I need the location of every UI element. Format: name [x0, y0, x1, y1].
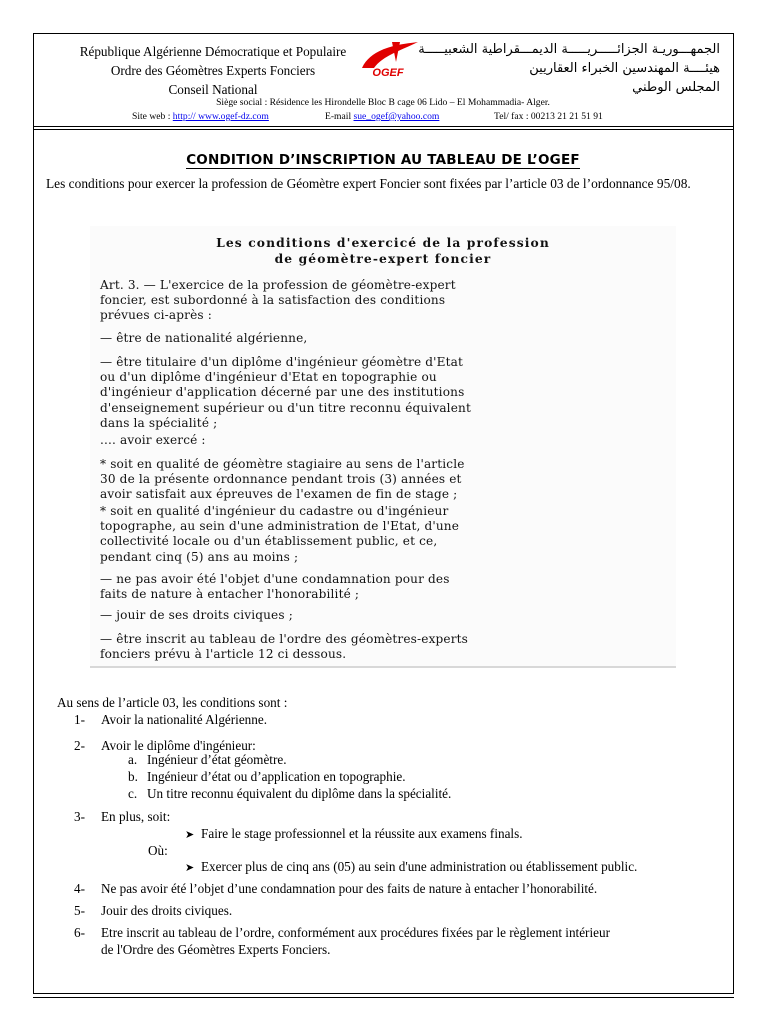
scan-para-droits: — jouir de ses droits civiques ;	[100, 608, 293, 622]
list-item: 2- Avoir le diplôme d'ingénieur:	[74, 738, 256, 753]
site-link[interactable]: http:// www.ogef-dz.com	[172, 111, 269, 122]
header-fr-line2: Ordre des Géomètres Experts Fonciers	[110, 63, 316, 78]
scan-para-inscrit: — être inscrit au tableau de l'ordre des géomètres-experts fonciers prévu à l'article 12 ci dessous.	[100, 632, 469, 662]
arrow-bullet-icon: ➤	[185, 862, 195, 874]
logo-text: OGEF	[372, 67, 404, 79]
list-item-continuation: de l'Ordre des Géomètres Experts Fonciers.	[101, 942, 331, 957]
scan-para-cadastre: * soit en qualité d'ingénieur du cadastre ou d'ingénieur topographe, au sein d'une administration de l'Etat, d'une collectivité locale ou d'un établissement public, et ce, pendant cinq (5) ans au moins ;	[100, 504, 460, 564]
header-ar-line2: هيئــــة المهندسين الخبراء العقاريين	[529, 61, 720, 76]
bullet-item: ➤ Exercer plus de cinq ans (05) au sein d'une administration ou établissement public.	[185, 858, 637, 877]
bullet-item: ➤ Faire le stage professionnel et la réussite aux examens finals.	[185, 825, 523, 844]
header-arabic	[420, 40, 720, 97]
scan-para-diplome: — être titulaire d'un diplôme d'ingénieur géomètre d'Etat ou d'un diplôme d'ingénieur d'Etat en topographie ou d'ingénieur d'application décerné par une des institutions d'enseignement supérieur ou d'un titre reconnu équivalent dans la spécialité ;	[100, 355, 471, 430]
scan-para-exerce: .... avoir exercé :	[100, 433, 206, 447]
ogef-logo	[352, 38, 424, 94]
scan-para-art3: Art. 3. — L'exercice de la profession de géomètre-expert foncier, est subordonné à la satisfaction des conditions prévues ci-après :	[100, 278, 456, 323]
siege-social: Siège social : Résidence les Hirondelle Bloc B cage 06 Lido – El Mohammadia- Alger.	[216, 97, 550, 108]
scan-para-condamnation: — ne pas avoir été l'objet d'une condamnation pour des faits de nature à entacher l'honorabilité ;	[100, 572, 450, 602]
arrow-bullet-icon: ➤	[185, 829, 195, 841]
sub-list-item: a. Ingénieur d’état géomètre.	[128, 752, 287, 767]
bottom-double-rule	[33, 997, 734, 998]
header-fr-line1: République Algérienne Démocratique et Populaire	[79, 44, 347, 59]
summary-lead: Au sens de l’article 03, les conditions sont :	[57, 695, 288, 710]
header-french	[48, 42, 378, 99]
email-row	[325, 110, 439, 123]
email-link[interactable]: sue_ogef@yahoo.com	[353, 111, 440, 122]
email-label: E-mail	[325, 111, 352, 122]
ou-label: Où:	[148, 843, 168, 858]
list-item: 4- Ne pas avoir été l’objet d’une condamnation pour des faits de nature à entacher l’honorabilité.	[74, 881, 598, 896]
tel-fax: Tel/ fax : 00213 21 21 51 91	[494, 111, 603, 122]
header-rule	[33, 126, 734, 127]
sub-list-item: c. Un titre reconnu équivalent du diplôme dans la spécialité.	[128, 786, 452, 801]
site-web	[132, 110, 269, 123]
list-item: 6- Etre inscrit au tableau de l’ordre, conformément aux procédures fixées par le règlement intérieur	[74, 925, 610, 940]
sub-list-item: b. Ingénieur d’état ou d’application en topographie.	[128, 769, 406, 784]
scanned-article	[90, 226, 676, 668]
list-item: 3- En plus, soit:	[74, 809, 171, 824]
scan-heading-2: de géomètre-expert foncier	[274, 251, 492, 266]
header-rule-2	[33, 129, 734, 130]
logo-swoosh	[362, 42, 418, 68]
page-title: CONDITION D’INSCRIPTION AU TABLEAU DE L’OGEF	[186, 152, 580, 168]
header-fr-line3: Conseil National	[168, 82, 258, 97]
intro-paragraph: Les conditions pour exercer la profession de Géomètre expert Foncier sont fixées par l’article 03 de l’ordonnance 95/08.	[46, 176, 691, 191]
header-ar-line1: الجمهـــوريـة الجزائـــــريـــــة الديمـــقراطية الشعبيـــــة	[418, 42, 720, 57]
list-item: 5- Jouir des droits civiques.	[74, 903, 233, 918]
scan-heading-1: Les conditions d'exercicé de la profession	[216, 235, 550, 250]
scan-para-nationalite: — être de nationalité algérienne,	[100, 331, 308, 345]
header-ar-line3: المجلس الوطني	[632, 80, 720, 95]
site-label: Site web :	[132, 111, 171, 122]
scan-para-stagiaire: * soit en qualité de géomètre stagiaire au sens de l'article 30 de la présente ordonnance pendant trois (3) années et avoir satisfait aux épreuves de l'examen de fin de stage ;	[100, 457, 465, 502]
list-item: 1- Avoir la nationalité Algérienne.	[74, 712, 268, 727]
